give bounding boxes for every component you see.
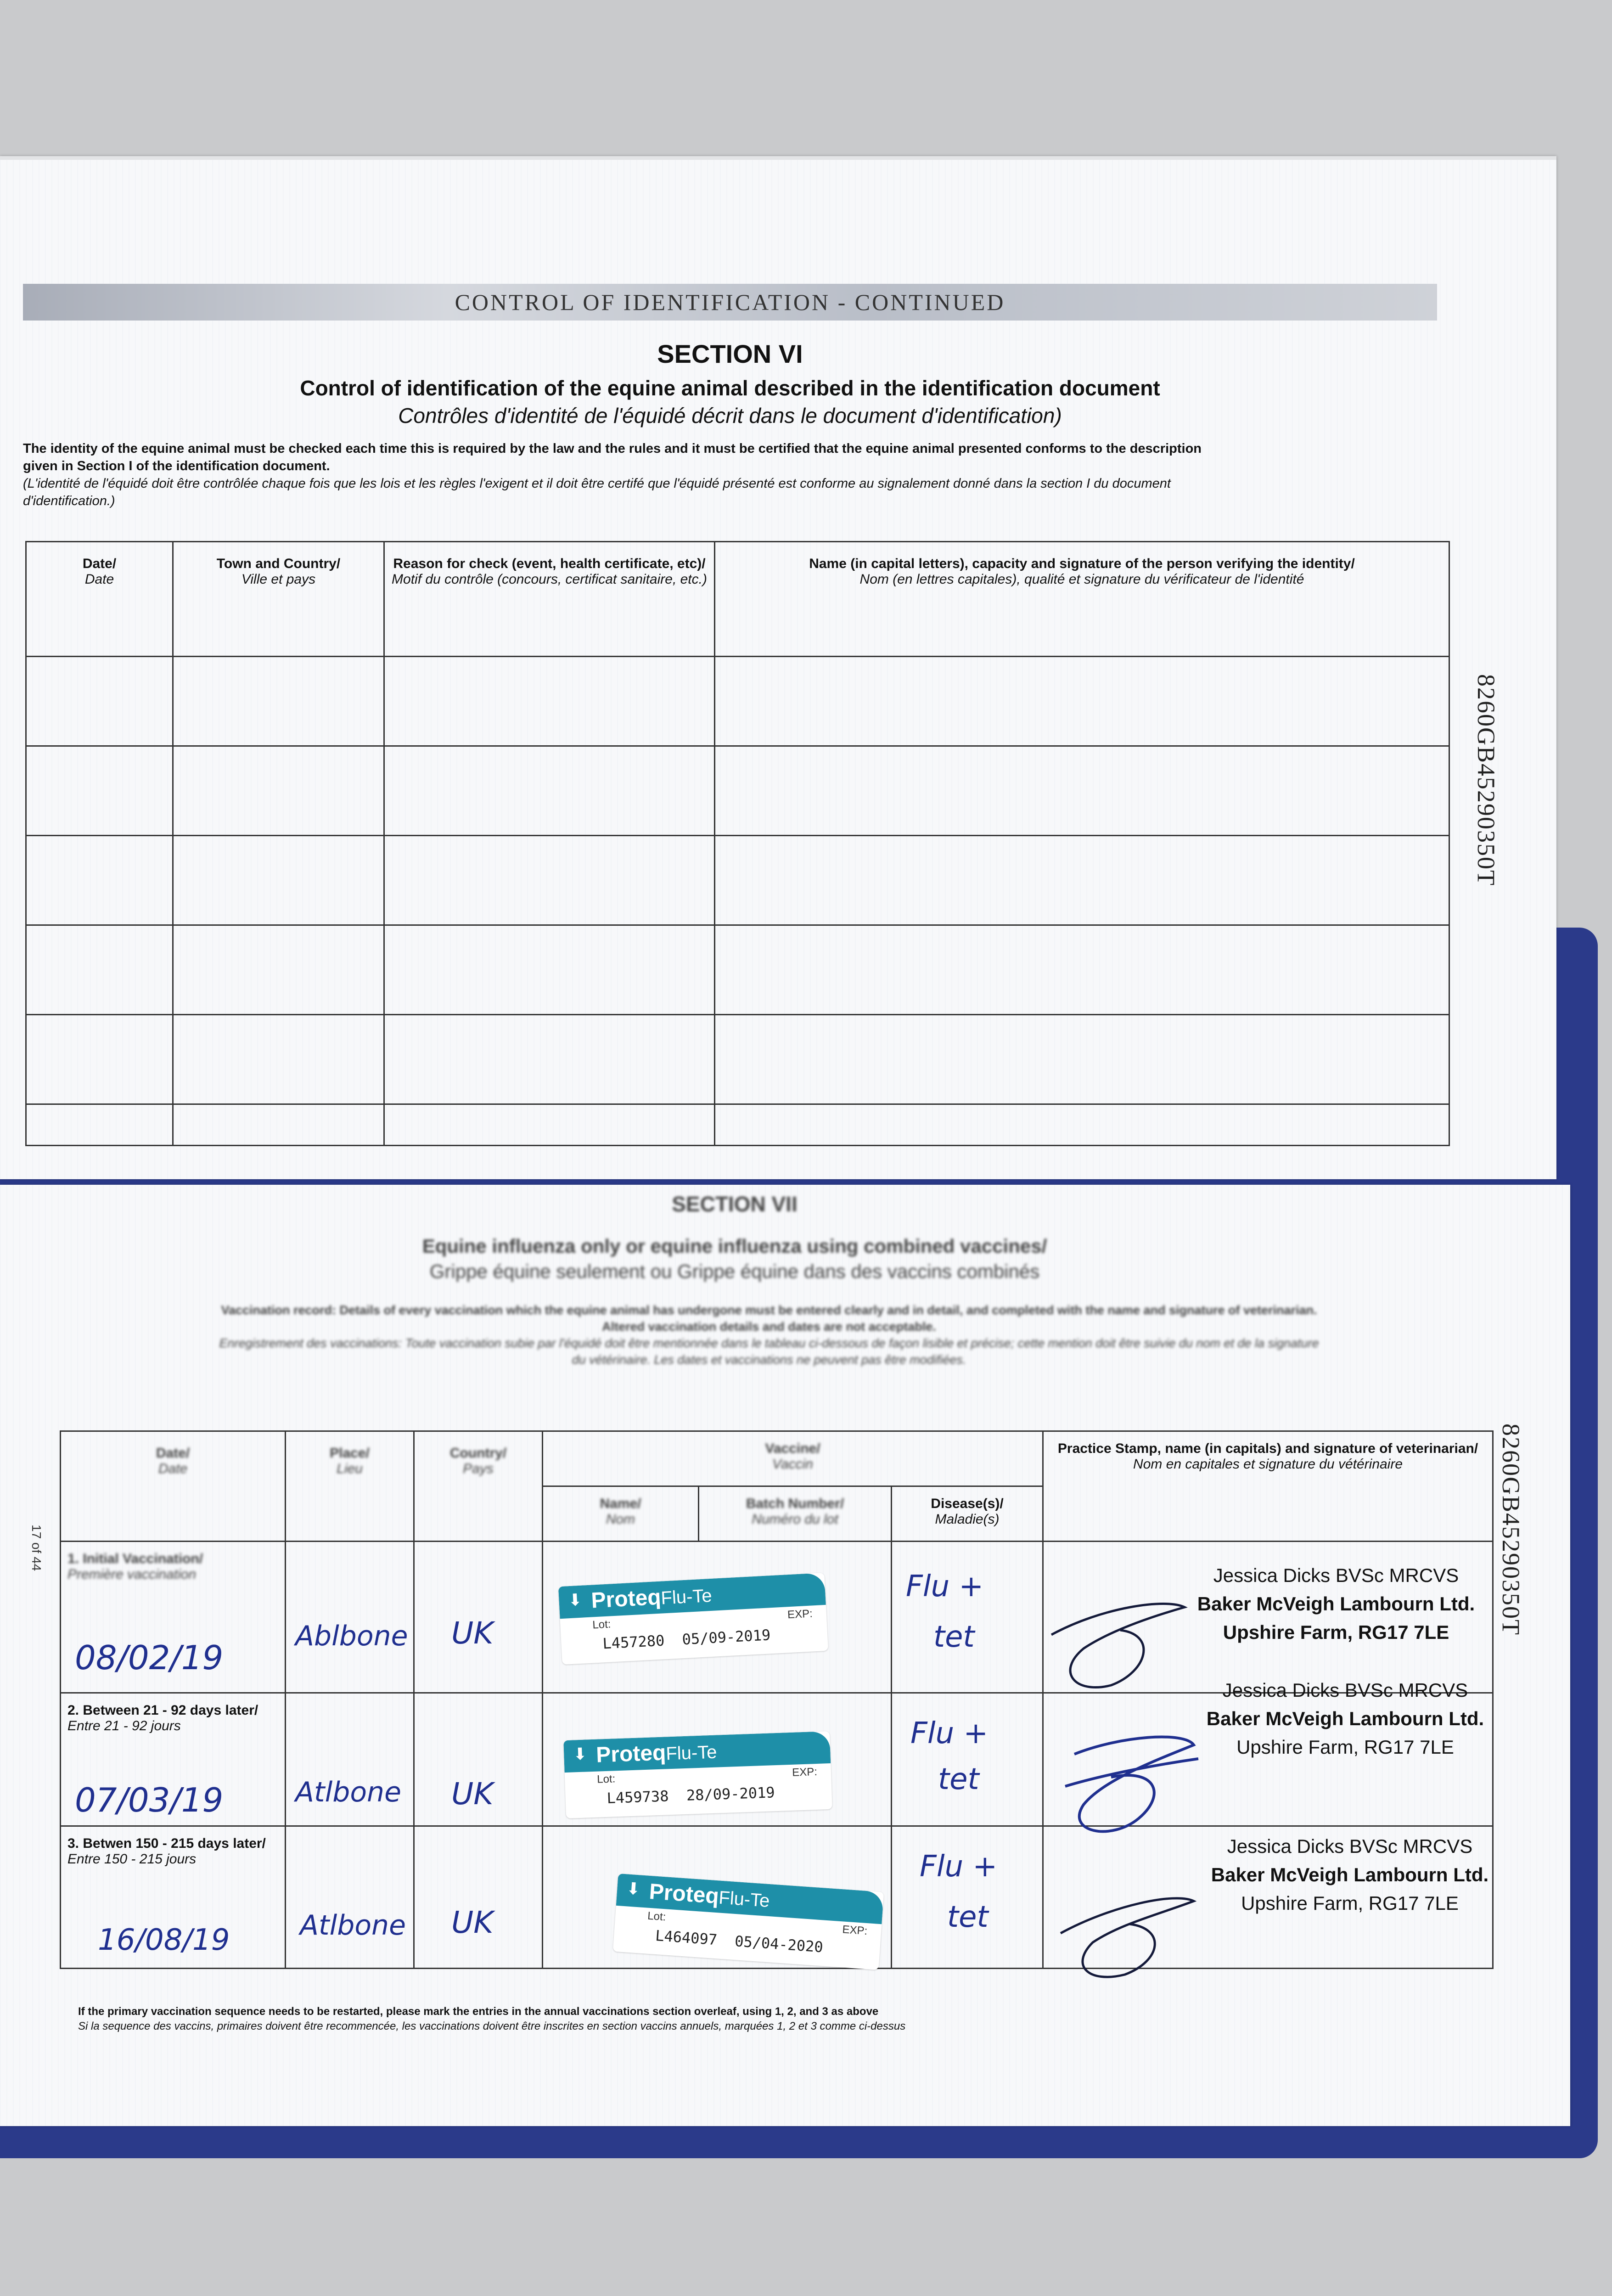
row2-disease-2: tet bbox=[938, 1762, 979, 1796]
row2-country-cell[interactable] bbox=[414, 1693, 543, 1826]
vet-stamp-3: Jessica Dicks BVSc MRCVS Baker McVeigh Lambourn Ltd. Upshire Farm, RG17 7LE bbox=[1211, 1835, 1489, 1914]
section-vi-subtitle-en: Control of identification of the equine animal described in the identification document bbox=[300, 376, 1160, 400]
row2-place-cell[interactable] bbox=[286, 1693, 414, 1826]
vet-signature-3 bbox=[1056, 1869, 1203, 1988]
hdr-place: Place/ Lieu bbox=[286, 1431, 414, 1542]
instruction-fr-1: (L'identité de l'équidé doit être contrôlée chaque fois que les lois et les règles l'exigent et il doit être certifé que l'équidé présenté est conforme au signalement donné dans la section I du document bbox=[23, 476, 1171, 491]
section-vii-page bbox=[0, 1185, 1570, 2126]
vax-header-row-1 bbox=[61, 1431, 1493, 1486]
instruction-en-1: The identity of the equine animal must be checked each time this is required by the law and the rules and it must be certified that the equine animal presented conforms to the description bbox=[23, 441, 1202, 456]
hdr-vaccine: Vaccine/ Vaccin bbox=[543, 1431, 1043, 1486]
row3-country: UK bbox=[451, 1905, 494, 1940]
table-row[interactable] bbox=[26, 836, 1449, 925]
row3-batch: L464097 bbox=[655, 1926, 718, 1949]
hdr-date: Date/ Date bbox=[61, 1431, 286, 1542]
section-vi-instructions bbox=[23, 440, 1423, 510]
row2-batch: L459738 bbox=[606, 1787, 669, 1807]
row2-expiry: 28/09-2019 bbox=[686, 1784, 775, 1804]
footer-fr: Si la sequence des vaccins, primaires doivent être recommencée, les vaccinations doivent être inscrites en section vaccins annuels, marquées 1, 2 et 3 comme ci-dessus bbox=[78, 2020, 906, 2032]
page-number: 17 of 44 bbox=[29, 1525, 44, 1571]
row3-label-cell[interactable]: 3. Betwen 150 - 215 days later/ Entre 150 - 215 jours 16/08/19 bbox=[61, 1826, 286, 1969]
row1-country-cell[interactable] bbox=[414, 1542, 543, 1693]
section-vii-instructions bbox=[69, 1302, 1469, 1368]
row1-country: UK bbox=[451, 1615, 494, 1651]
vaccination-footer bbox=[78, 2004, 905, 2034]
row2-label-cell[interactable]: 2. Between 21 - 92 days later/ Entre 21 - 92 jours 07/03/19 bbox=[61, 1693, 286, 1826]
col-date: Date/ Date bbox=[26, 542, 173, 657]
row1-place: Ablbone bbox=[295, 1620, 408, 1652]
col-town-country: Town and Country/ Ville et pays bbox=[173, 542, 384, 657]
vii-instruction-3: Enregistrement des vaccinations: Toute vaccination subie par l'équidé doit être mentionnée dans le tableau ci-dessous de façon lisible et précise; cette mention doit être suivie du nom et de la signature bbox=[219, 1336, 1319, 1350]
vii-instruction-1: Vaccination record: Details of every vaccination which the equine animal has undergone must be entered clearly and in detail, and completed with the name and signature of veterinarian. bbox=[221, 1303, 1317, 1317]
vet-stamp-1: Jessica Dicks BVSc MRCVS Baker McVeigh Lambourn Ltd. Upshire Farm, RG17 7LE bbox=[1197, 1564, 1475, 1643]
table-row[interactable] bbox=[26, 1015, 1449, 1104]
document-id-side-bottom: 8260GB45290350T bbox=[1497, 1424, 1525, 1636]
row3-disease-1: Flu + bbox=[920, 1850, 998, 1884]
table-header-row bbox=[26, 542, 1449, 657]
row2-disease-cell[interactable] bbox=[892, 1693, 1043, 1826]
vet-signature-1 bbox=[1047, 1580, 1194, 1699]
row2-place: Atlbone bbox=[295, 1776, 401, 1808]
row3-expiry: 05/04-2020 bbox=[734, 1932, 824, 1956]
hdr-country: Country/ Pays bbox=[414, 1431, 543, 1542]
section-vi-title: SECTION VI bbox=[657, 339, 803, 368]
row1-place-cell[interactable] bbox=[286, 1542, 414, 1693]
hdr-disease: Disease(s)/ Maladie(s) bbox=[892, 1486, 1043, 1542]
section-vi-page bbox=[0, 156, 1556, 1179]
vii-instruction-4: du vétérinaire. Les dates et vaccinations ne peuvent pas être modifiées. bbox=[572, 1353, 966, 1367]
row2-date: 07/03/19 bbox=[75, 1781, 224, 1819]
vet-stamp-2: Jessica Dicks BVSc MRCVS Baker McVeigh Lambourn Ltd. Upshire Farm, RG17 7LE bbox=[1206, 1679, 1484, 1758]
vaccine-sticker-2: ProteqFlu-Te ⬇ Lot: EXP: L459738 28/09-2019 bbox=[563, 1731, 832, 1818]
row3-date: 16/08/19 bbox=[98, 1923, 230, 1957]
row3-country-cell[interactable] bbox=[414, 1826, 543, 1969]
arrow-icon: ⬇ bbox=[626, 1879, 641, 1899]
section-vi-subtitle-fr: Contrôles d'identité de l'équidé décrit dans le document d'identification) bbox=[398, 404, 1062, 428]
table-row[interactable] bbox=[26, 746, 1449, 836]
vaccine-sticker-1: ProteqFlu-Te ⬇ Lot: EXP: L457280 05/09-2019 bbox=[558, 1573, 828, 1665]
hdr-name: Name/ Nom bbox=[543, 1486, 699, 1542]
arrow-icon: ⬇ bbox=[573, 1744, 588, 1764]
hdr-vet: Practice Stamp, name (in capitals) and signature of veterinarian/ Nom en capitales et signature du vétérinaire bbox=[1043, 1431, 1493, 1542]
document-id-side: 8260GB45290350T bbox=[1472, 674, 1500, 886]
row1-date: 08/02/19 bbox=[75, 1638, 224, 1677]
footer-en: If the primary vaccination sequence needs to be restarted, please mark the entries in the annual vaccinations section overleaf, using 1, 2, and 3 as above bbox=[78, 2005, 879, 2018]
instruction-en-2: given in Section I of the identification document. bbox=[23, 459, 330, 473]
row3-disease-cell[interactable] bbox=[892, 1826, 1043, 1969]
section-banner: CONTROL OF IDENTIFICATION - CONTINUED bbox=[23, 284, 1437, 321]
table-row[interactable] bbox=[26, 925, 1449, 1015]
section-vii-title: SECTION VII bbox=[672, 1192, 798, 1216]
row1-disease-cell[interactable] bbox=[892, 1542, 1043, 1693]
arrow-icon: ⬇ bbox=[567, 1590, 583, 1610]
instruction-fr-2: d'identification.) bbox=[23, 494, 115, 508]
row3-place: Atlbone bbox=[300, 1909, 406, 1941]
col-verifier: Name (in capital letters), capacity and signature of the person verifying the identity/ Nom (en lettres capitales), qualité et signature du vérificateur de l'identité bbox=[715, 542, 1449, 657]
vaccine-sticker-3: ProteqFlu-Te ⬇ Lot: EXP: L464097 05/04-2020 bbox=[613, 1874, 884, 1970]
hdr-batch: Batch Number/ Numéro du lot bbox=[699, 1486, 892, 1542]
row3-disease-2: tet bbox=[947, 1900, 989, 1934]
row2-disease-1: Flu + bbox=[910, 1716, 989, 1750]
vet-signature-2 bbox=[1056, 1727, 1203, 1846]
table-row[interactable] bbox=[26, 1104, 1449, 1146]
row2-country: UK bbox=[451, 1776, 494, 1812]
row3-place-cell[interactable] bbox=[286, 1826, 414, 1969]
table-row[interactable] bbox=[26, 657, 1449, 746]
vii-instruction-2: Altered vaccination details and dates are not acceptable. bbox=[602, 1320, 936, 1334]
col-reason: Reason for check (event, health certificate, etc)/ Motif du contrôle (concours, certificat sanitaire, etc.) bbox=[384, 542, 715, 657]
row1-disease-2: tet bbox=[933, 1620, 975, 1654]
identification-check-table bbox=[25, 541, 1450, 1146]
section-vii-subtitle-en: Equine influenza only or equine influenza using combined vaccines/ bbox=[422, 1235, 1047, 1257]
row1-expiry: 05/09-2019 bbox=[681, 1626, 771, 1649]
row1-label-cell[interactable]: 1. Initial Vaccination/ Première vaccination 08/02/19 bbox=[61, 1542, 286, 1693]
section-vii-subtitle-fr: Grippe équine seulement ou Grippe équine dans des vaccins combinés bbox=[429, 1261, 1040, 1282]
row1-batch: L457280 bbox=[602, 1632, 665, 1653]
row1-disease-1: Flu + bbox=[906, 1570, 984, 1604]
